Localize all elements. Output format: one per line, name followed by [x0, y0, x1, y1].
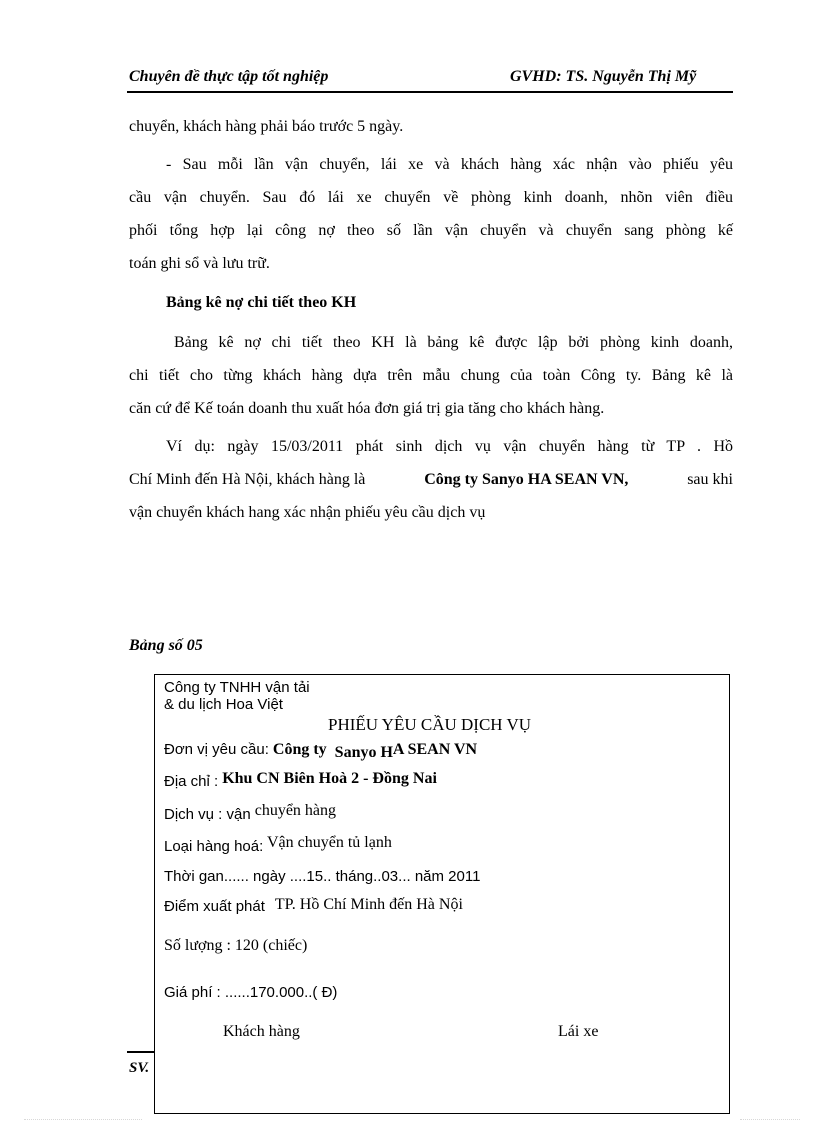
requester-value-a: Công ty	[272, 741, 327, 758]
paragraph-1	[129, 110, 733, 143]
paragraph-line-mixed	[129, 463, 733, 496]
service-label: Dịch vụ : vận	[164, 806, 251, 823]
table-caption: Bảng số 05	[129, 637, 203, 654]
company-name-emphasis: Công ty Sanyo HA SEAN VN,	[424, 471, 629, 488]
address-label: Địa chỉ :	[164, 773, 219, 790]
service-request-form	[154, 674, 730, 1114]
requester-row	[164, 741, 477, 759]
time-row: Thời gan...... ngày ....15.. tháng..03... năm 2011	[164, 868, 481, 885]
company-name-line2: & du lịch Hoa Việt	[164, 696, 283, 713]
page-edge-dots	[24, 1119, 142, 1121]
section-heading: Bảng kê nợ chi tiết theo KH	[166, 294, 357, 311]
paragraph-line: căn cứ để Kế toán doanh thu xuất hóa đơn giá trị gia tăng cho khách hàng.	[129, 400, 605, 417]
address-row	[164, 770, 437, 791]
address-value: Khu CN Biên Hoà 2 - Đồng Nai	[222, 770, 437, 787]
signature-driver: Lái xe	[558, 1023, 599, 1040]
requester-value-c: A SEAN VN	[392, 741, 478, 758]
goods-value: Vận chuyển tủ lạnh	[266, 834, 392, 851]
footer-rule	[127, 1051, 154, 1053]
paragraph-line: Ví dụ: ngày 15/03/2011 phát sinh dịch vụ vận chuyển hàng từ TP . Hồ	[166, 438, 733, 455]
service-value: chuyển hàng	[254, 802, 337, 819]
paragraph-line: - Sau mỗi lần vận chuyển, lái xe và khách hàng xác nhận vào phiếu yêu	[166, 156, 733, 173]
paragraph-3	[129, 326, 733, 425]
requester-value-b: Sanyo H	[334, 744, 393, 761]
header-supervisor: GVHD: TS. Nguyễn Thị Mỹ	[510, 68, 697, 85]
paragraph-2	[129, 148, 733, 280]
signature-customer: Khách hàng	[223, 1023, 300, 1040]
goods-row	[164, 834, 392, 856]
origin-value: TP. Hồ Chí Minh đến Hà Nội	[274, 896, 463, 913]
text-run: Chí Minh đến Hà Nội, khách hàng là	[129, 471, 366, 488]
service-row	[164, 802, 337, 824]
footer-student: SV.	[129, 1060, 150, 1076]
form-title: PHIẾU YÊU CẦU DỊCH VỤ	[328, 715, 532, 734]
paragraph-line: Bảng kê nợ chi tiết theo KH là bảng kê được lập bởi phòng kinh doanh,	[174, 334, 733, 351]
paragraph-4	[129, 430, 733, 529]
origin-label: Điểm xuất phát	[164, 898, 265, 915]
paragraph-line: chi tiết cho từng khách hàng dựa trên mẫu chung của toàn Công ty. Bảng kê là	[129, 367, 733, 384]
page-edge-dots	[740, 1119, 800, 1121]
quantity-row: Số lượng : 120 (chiếc)	[164, 937, 308, 954]
fee-row: Giá phí : ......170.000..( Đ)	[164, 984, 338, 1001]
text-run: sau khi	[687, 471, 733, 488]
header-course-title: Chuyên đề thực tập tốt nghiệp	[129, 68, 329, 85]
origin-row	[164, 898, 463, 916]
paragraph-line: phối tổng hợp lại công nợ theo số lần vận chuyển và chuyển sang phòng kế	[129, 222, 733, 239]
company-name-line1: Công ty TNHH vận tải	[164, 679, 310, 696]
paragraph-line: vận chuyển khách hang xác nhận phiếu yêu cầu dịch vụ	[129, 504, 486, 521]
paragraph-line: toán ghi sổ và lưu trữ.	[129, 255, 270, 272]
paragraph-line: cầu vận chuyển. Sau đó lái xe chuyển về phòng kinh doanh, nhõn viên điều	[129, 189, 733, 206]
header-rule	[127, 91, 733, 93]
paragraph-line: chuyển, khách hàng phải báo trước 5 ngày.	[129, 118, 404, 135]
goods-label: Loại hàng hoá:	[164, 838, 264, 855]
requester-label: Đơn vị yêu cầu:	[164, 741, 269, 758]
